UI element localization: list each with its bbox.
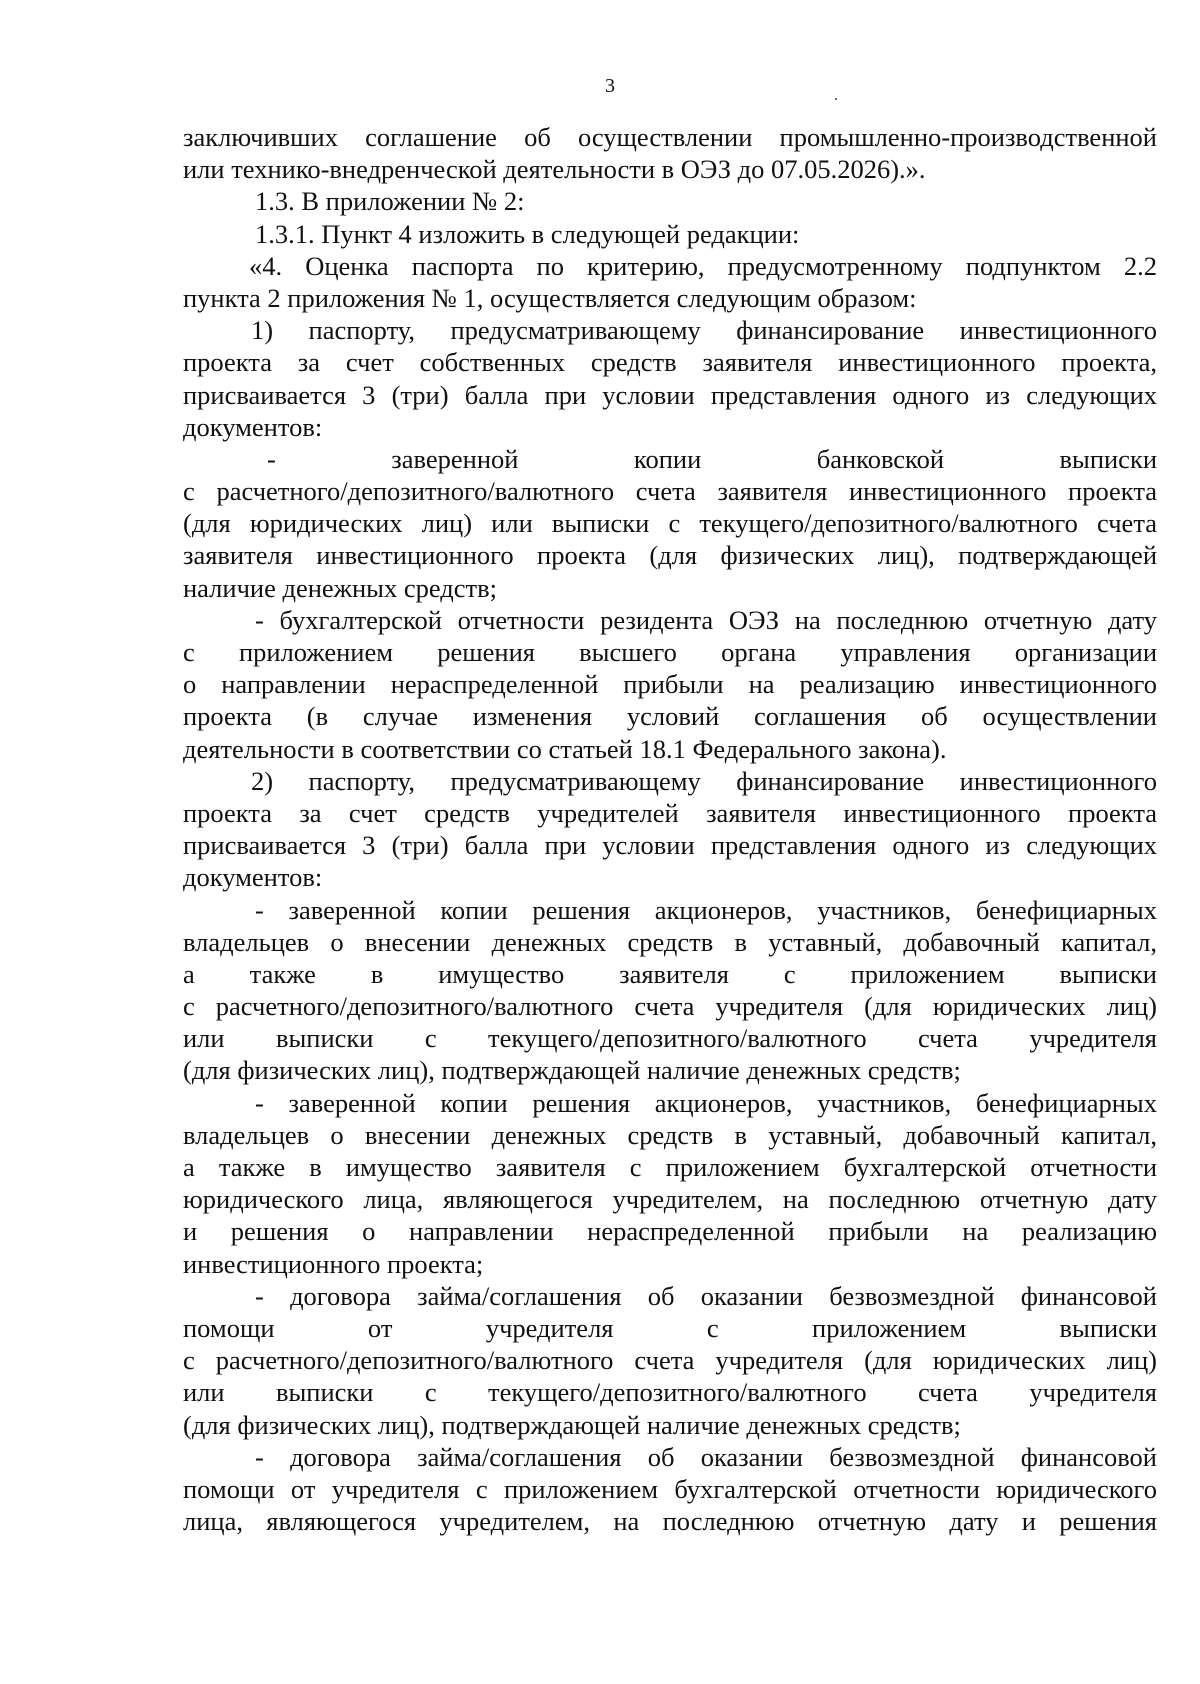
text-line: помощи от учредителя с приложением бухгалтерской отчетности юридического xyxy=(183,1473,1157,1504)
text-line: о направлении нераспределенной прибыли на реализацию инвестиционного xyxy=(183,669,1157,700)
text-line: владельцев о внесении денежных средств в уставный, добавочный капитал, xyxy=(183,1119,1157,1150)
text-line: - договора займа/соглашения об оказании безвозмездной финансовой xyxy=(255,1280,1157,1311)
text-line: с расчетного/депозитного/валютного счета заявителя инвестиционного проекта xyxy=(183,476,1157,507)
text-line: проекта (в случае изменения условий соглашения об осуществлении xyxy=(183,701,1157,732)
text-line: а также в имущество заявителя с приложением бухгалтерской отчетности xyxy=(183,1152,1157,1182)
text-line: юридического лица, являющегося учредителем, на последнюю отчетную дату xyxy=(183,1184,1157,1215)
text-line: а также в имущество заявителя с приложением выписки xyxy=(183,958,1157,989)
text-line: (для физических лиц), подтверждающей наличие денежных средств; xyxy=(183,1055,961,1086)
text-line: - бухгалтерской отчетности резидента ОЭЗ на последнюю отчетную дату xyxy=(255,604,1157,635)
text-line: проекта за счет средств учредителей заявителя инвестиционного проекта xyxy=(183,797,1157,828)
text-line: владельцев о внесении денежных средств в уставный, добавочный капитал, xyxy=(183,926,1157,957)
text-line: - договора займа/соглашения об оказании безвозмездной финансовой xyxy=(255,1441,1157,1472)
text-line: наличие денежных средств; xyxy=(183,572,497,603)
text-line: «4. Оценка паспорта по критерию, предусмотренному подпунктом 2.2 xyxy=(249,250,1157,281)
text-line: документов: xyxy=(183,862,323,893)
document-body xyxy=(183,121,1157,1537)
text-line: пункта 2 приложения № 1, осуществляется следующим образом: xyxy=(183,282,917,313)
text-line: и решения о направлении нераспределенной прибыли на реализацию xyxy=(183,1216,1157,1247)
text-line: проекта за счет собственных средств заявителя инвестиционного проекта, xyxy=(183,347,1157,378)
text-line: - заверенной копии решения акционеров, участников, бенефициарных xyxy=(255,894,1157,925)
text-line: помощи от учредителя с приложением выписки xyxy=(183,1312,1157,1343)
text-line: присваивается 3 (три) балла при условии представления одного из следующих xyxy=(183,830,1157,861)
text-line: (для юридических лиц) или выписки с текущего/депозитного/валютного счета xyxy=(183,508,1157,539)
text-line: 1.3. В приложении № 2: xyxy=(255,186,525,217)
text-line: документов: xyxy=(183,411,323,442)
text-line: заявителя инвестиционного проекта (для физических лиц), подтверждающей xyxy=(183,540,1157,571)
text-line: - заверенной копии решения акционеров, участников, бенефициарных xyxy=(255,1087,1157,1118)
text-line: или выписки с текущего/депозитного/валютного счета учредителя xyxy=(183,1377,1157,1408)
text-line: 1) паспорту, предусматривающему финансирование инвестиционного xyxy=(251,315,1157,346)
scan-speck xyxy=(835,98,837,100)
text-line: (для физических лиц), подтверждающей наличие денежных средств; xyxy=(183,1409,961,1440)
text-line: лица, являющегося учредителем, на последнюю отчетную дату и решения xyxy=(183,1506,1157,1537)
text-line: 1.3.1. Пункт 4 изложить в следующей редакции: xyxy=(255,218,800,249)
text-line: или выписки с текущего/депозитного/валютного счета учредителя xyxy=(183,1023,1157,1054)
text-line: заключивших соглашение об осуществлении промышленно-производственной xyxy=(183,122,1157,152)
text-line: деятельности в соответствии со статьей 18.1 Федерального закона). xyxy=(183,733,947,764)
text-line: с расчетного/депозитного/валютного счета учредителя (для юридических лиц) xyxy=(183,991,1157,1022)
text-line: с приложением решения высшего органа управления организации xyxy=(183,637,1157,667)
text-line: или технико-внедренческой деятельности в ОЭЗ до 07.05.2026).». xyxy=(183,154,926,185)
text-line: присваивается 3 (три) балла при условии представления одного из следующих xyxy=(183,379,1157,410)
text-line: инвестиционного проекта; xyxy=(183,1248,484,1279)
text-line: 2) паспорту, предусматривающему финансирование инвестиционного xyxy=(251,765,1157,796)
text-line: с расчетного/депозитного/валютного счета учредителя (для юридических лиц) xyxy=(183,1345,1157,1376)
page-number: 3 xyxy=(605,75,615,97)
text-line: - заверенной копии банковской выписки xyxy=(267,443,1157,474)
